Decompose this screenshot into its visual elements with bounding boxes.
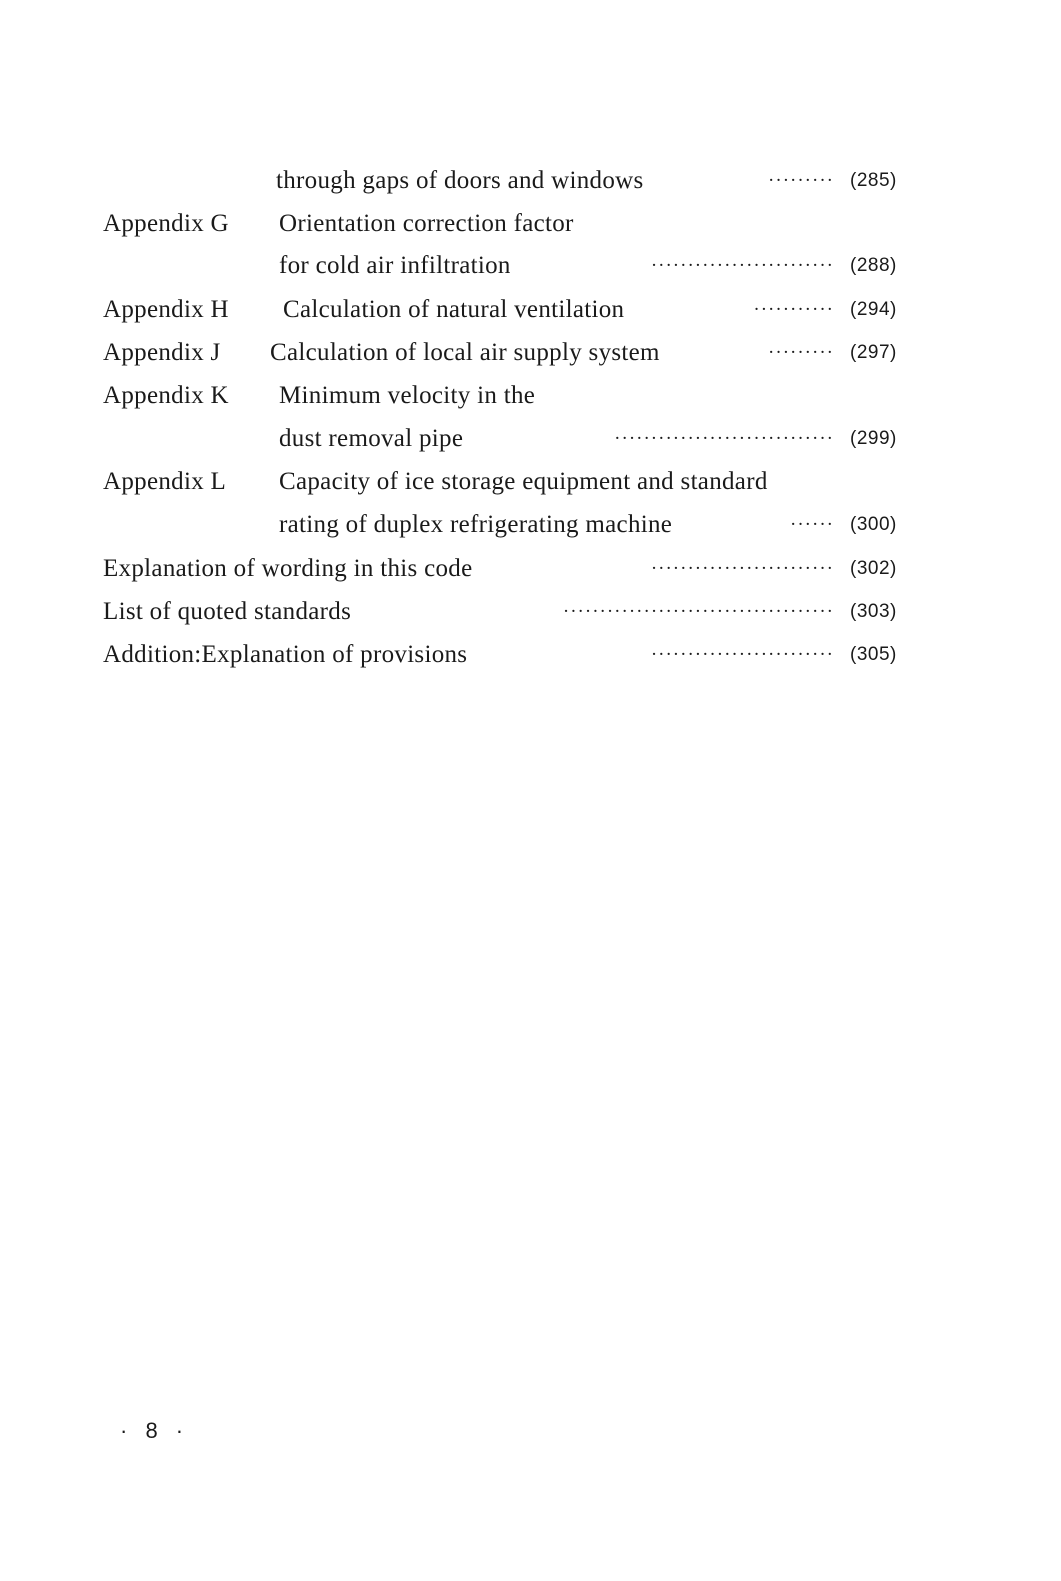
toc-entry[interactable] bbox=[0, 549, 1061, 589]
dot-leader: ························· bbox=[650, 255, 834, 276]
toc-entry-title: Minimum velocity in the bbox=[279, 382, 536, 409]
toc-entry-label: Appendix J bbox=[103, 339, 221, 366]
toc-entry-label: Appendix L bbox=[103, 468, 227, 495]
page-number: (288) bbox=[850, 255, 897, 276]
table-of-contents bbox=[0, 0, 1061, 700]
dot-leader: ························· bbox=[650, 558, 834, 579]
toc-entry-title: Addition:Explanation of provisions bbox=[103, 641, 468, 668]
page-number: (299) bbox=[850, 428, 897, 449]
page-number: (300) bbox=[850, 514, 897, 535]
page-number: (303) bbox=[850, 601, 897, 622]
toc-entry-title: Orientation correction factor bbox=[279, 210, 574, 237]
dot-leader: ········· bbox=[768, 170, 834, 191]
toc-entry[interactable] bbox=[0, 333, 1061, 373]
dot-leader: ········· bbox=[768, 342, 834, 363]
toc-entry-title: dust removal pipe bbox=[279, 425, 464, 452]
toc-entry-title: Calculation of local air supply system bbox=[270, 339, 660, 366]
toc-entry[interactable] bbox=[0, 462, 1061, 502]
toc-entry[interactable] bbox=[0, 204, 1061, 244]
toc-entry[interactable] bbox=[0, 505, 1061, 545]
toc-entry-title: Calculation of natural ventilation bbox=[283, 296, 625, 323]
toc-entry-title: List of quoted standards bbox=[103, 598, 352, 625]
toc-entry-title: Capacity of ice storage equipment and standard bbox=[279, 468, 768, 495]
toc-entry[interactable] bbox=[0, 246, 1061, 286]
page-number: (285) bbox=[850, 170, 897, 191]
toc-entry-title: rating of duplex refrigerating machine bbox=[279, 511, 673, 538]
toc-entry-title: Explanation of wording in this code bbox=[103, 555, 473, 582]
page-number: (297) bbox=[850, 342, 897, 363]
dot-leader: ························· bbox=[650, 644, 834, 665]
toc-entry-label: Appendix H bbox=[103, 296, 229, 323]
toc-entry[interactable] bbox=[0, 376, 1061, 416]
toc-entry-label: Appendix G bbox=[103, 210, 229, 237]
page-number: (294) bbox=[850, 299, 897, 320]
toc-entry[interactable] bbox=[0, 290, 1061, 330]
page-folio: · 8 · bbox=[120, 1418, 190, 1443]
toc-entry[interactable] bbox=[0, 592, 1061, 632]
dot-leader: ······························ bbox=[614, 428, 834, 449]
toc-entry-label: Appendix K bbox=[103, 382, 229, 409]
toc-entry-title: for cold air infiltration bbox=[279, 252, 511, 279]
toc-entry[interactable] bbox=[0, 419, 1061, 459]
dot-leader: ····································· bbox=[562, 601, 834, 622]
toc-entry[interactable] bbox=[0, 635, 1061, 675]
page-number: (302) bbox=[850, 558, 897, 579]
toc-entry-title: through gaps of doors and windows bbox=[276, 167, 644, 194]
toc-entry[interactable] bbox=[0, 161, 1061, 201]
dot-leader: ··········· bbox=[753, 299, 834, 320]
page-number: (305) bbox=[850, 644, 897, 665]
dot-leader: ······ bbox=[790, 514, 834, 535]
